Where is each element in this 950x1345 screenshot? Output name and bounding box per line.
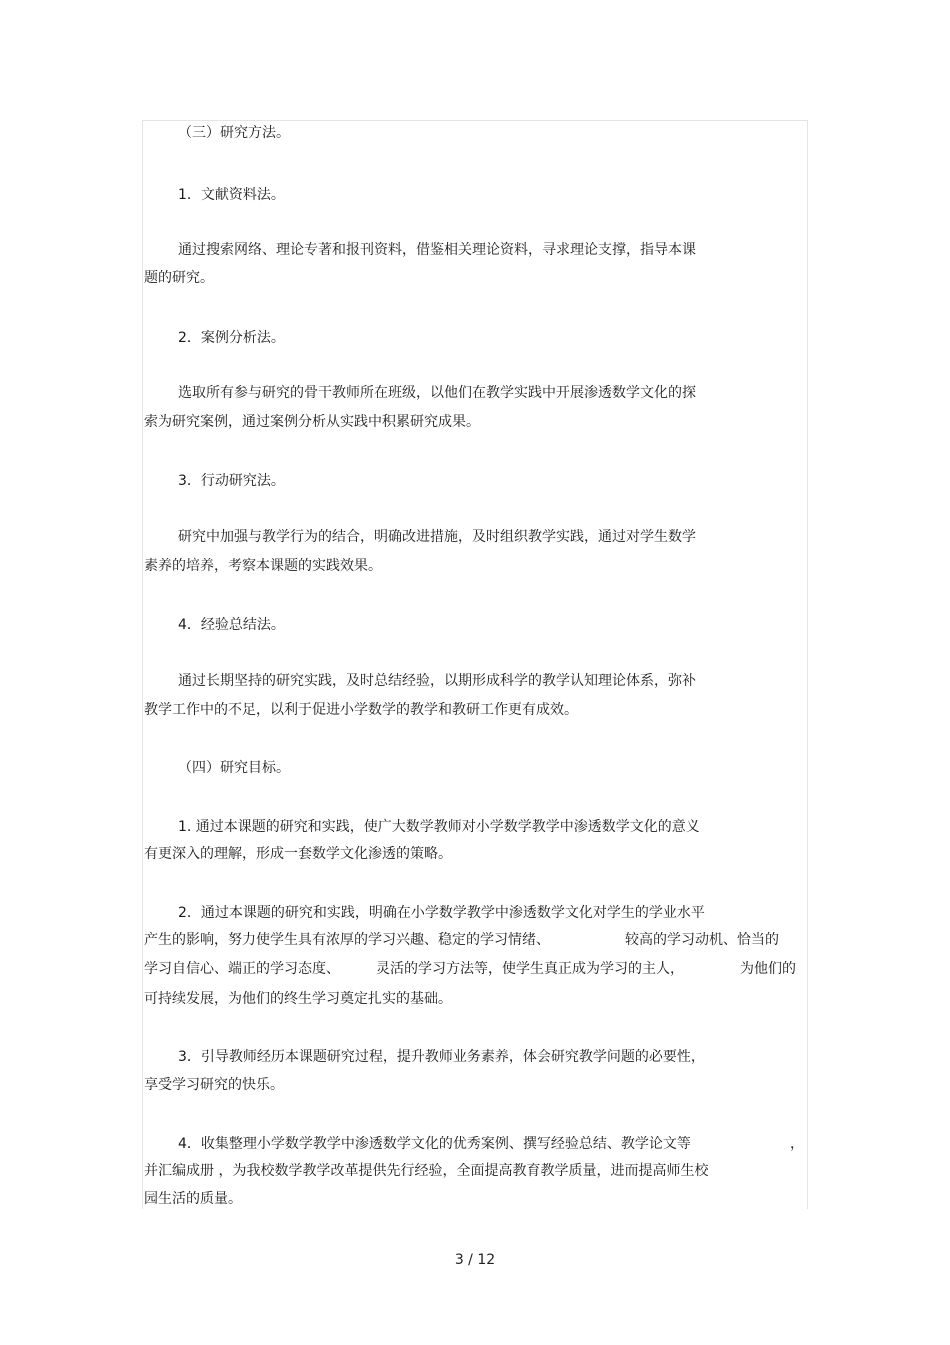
paragraph-line: 2．通过本课题的研究和实践，明确在小学数学教学中渗透数学文化对学生的学业水平 <box>178 905 705 921</box>
paragraph-line-fragment: ， <box>790 1136 804 1152</box>
paragraph-line: 通过长期坚持的研究实践，及时总结经验，以期形成科学的教学认知理论体系，弥补 <box>178 673 696 689</box>
paragraph-line: 产生的影响，努力使学生具有浓厚的学习兴趣、稳定的学习情绪、 <box>144 932 550 948</box>
method-heading-action-research: 3．行动研究法。 <box>178 473 285 489</box>
paragraph-line: 研究中加强与教学行为的结合，明确改进措施，及时组织教学实践，通过对学生数学 <box>178 529 696 545</box>
page-number: 3 / 12 <box>454 1252 496 1268</box>
paragraph-line: 选取所有参与研究的骨干教师所在班级，以他们在教学实践中开展渗透数学文化的探 <box>178 385 696 401</box>
paragraph-line: 可持续发展，为他们的终生学习奠定扎实的基础。 <box>144 991 452 1007</box>
paragraph-line: 有更深入的理解，形成一套数学文化渗透的策略。 <box>144 846 452 862</box>
paragraph-line: 学习自信心、端正的学习态度、 <box>144 961 340 977</box>
paragraph-line-fragment: 灵活的学习方法等，使学生真正成为学习的主人， <box>376 961 684 977</box>
paragraph-line: 通过搜索网络、理论专著和报刊资料，借鉴相关理论资料，寻求理论支撑，指导本课 <box>178 242 696 258</box>
paragraph-line: 园生活的质量。 <box>144 1191 242 1207</box>
paragraph-line: 3．引导教师经历本课题研究过程，提升教师业务素养，体会研究教学问题的必要性， <box>178 1049 705 1065</box>
paragraph-line: 1. 通过本课题的研究和实践，使广大数学教师对小学数学教学中渗透数学文化的意义 <box>178 819 700 835</box>
paragraph-line: 并汇编成册 ，为我校数学教学改革提供先行经验，全面提高教育教学质量，进而提高师生校 <box>144 1163 709 1179</box>
paragraph-line: 题的研究。 <box>144 270 214 286</box>
method-heading-experience-summary: 4．经验总结法。 <box>178 617 285 633</box>
paragraph-line: 4．收集整理小学数学教学中渗透数学文化的优秀案例、撰写经验总结、教学论文等 <box>178 1136 691 1152</box>
paragraph-line: 教学工作中的不足，以利于促进小学数学的教学和教研工作更有成效。 <box>144 702 578 718</box>
paragraph-line: 索为研究案例，通过案例分析从实践中积累研究成果。 <box>144 414 480 430</box>
section-heading-goals: （四）研究目标。 <box>178 760 290 776</box>
paragraph-line: 素养的培养，考察本课题的实践效果。 <box>144 558 382 574</box>
section-heading-methods: （三）研究方法。 <box>178 125 290 141</box>
method-heading-case-analysis: 2．案例分析法。 <box>178 330 285 346</box>
page-frame <box>142 120 808 1209</box>
paragraph-line-fragment: 为他们的 <box>740 961 796 977</box>
method-heading-literature: 1．文献资料法。 <box>178 187 285 203</box>
paragraph-line-fragment: 较高的学习动机、恰当的 <box>625 932 779 948</box>
paragraph-line: 享受学习研究的快乐。 <box>144 1077 284 1093</box>
